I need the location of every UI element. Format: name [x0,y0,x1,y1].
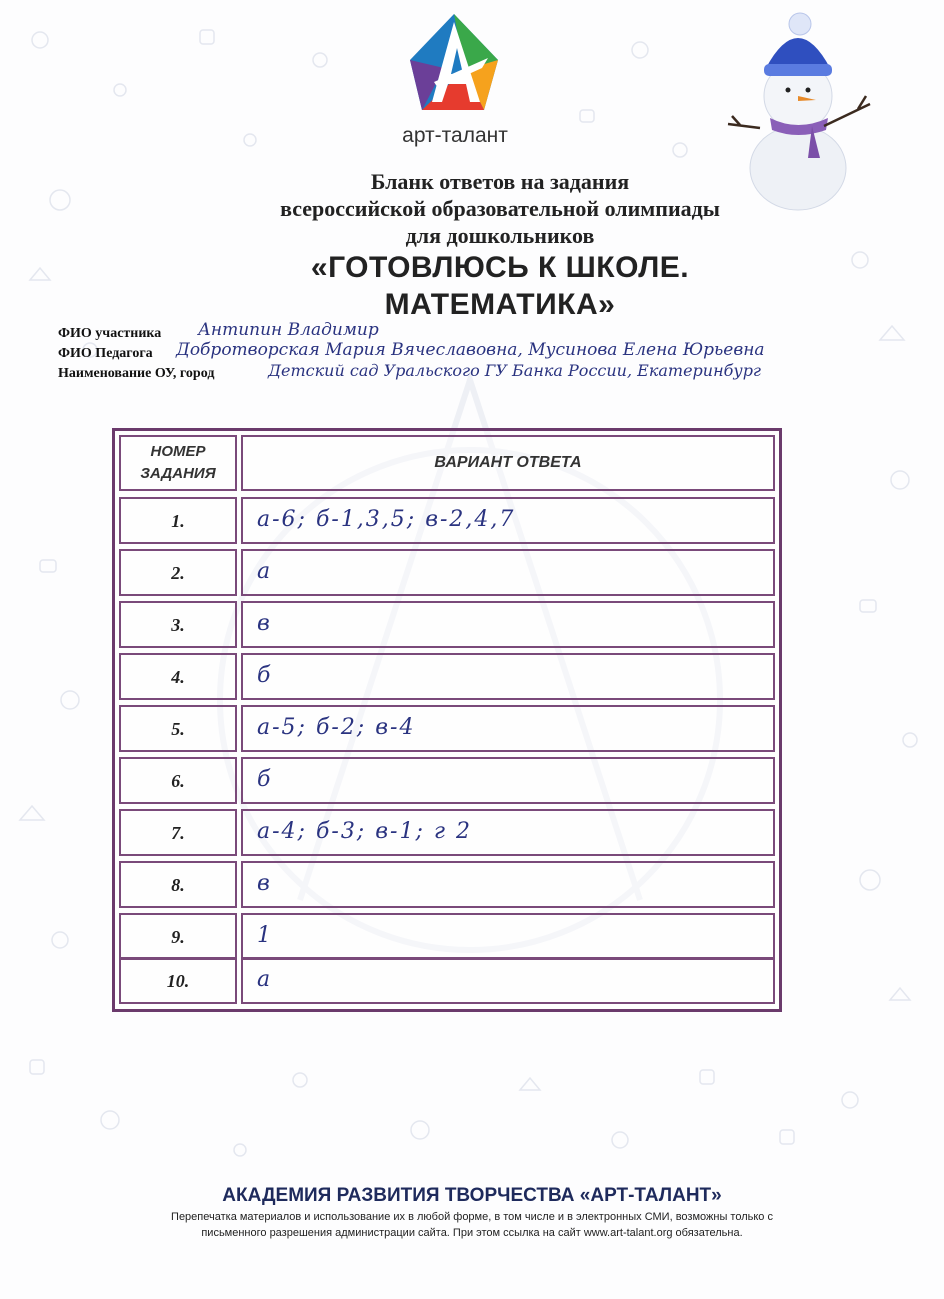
table-row [119,601,775,648]
sheet-footer [60,1184,884,1240]
table-row [119,705,775,752]
participant-value: Антипин Владимир [198,320,379,340]
table-row [119,957,775,1004]
task-answer: а [241,549,775,596]
table-row [119,653,775,700]
table-row [119,913,775,960]
table-row [119,757,775,804]
task-answer: а-6; б-1,3,5; в-2,4,7 [241,497,775,544]
teacher-label: ФИО Педагога [58,346,153,361]
task-answer: 1 [241,913,775,960]
task-answer: в [241,861,775,908]
table-row [119,809,775,856]
task-number: 4. [119,653,237,700]
task-answer: а-4; б-3; в-1; г 2 [241,809,775,856]
copyright-note-line-2: письменного разрешения администрации сайта. При этом ссылка на сайт www.art-talant.org обязательна. [201,1227,743,1239]
header-answer-variant: ВАРИАНТ ОТВЕТА [241,435,775,491]
table-row [119,549,775,596]
table-header [119,435,775,491]
task-number: 8. [119,861,237,908]
olympiad-title-line-2: МАТЕМАТИКА» [384,288,616,321]
task-answer: в [241,601,775,648]
sheet-header [100,168,900,323]
task-number: 1. [119,497,237,544]
header-line-1: Бланк ответов на задания [370,169,630,194]
task-number: 5. [119,705,237,752]
participant-fields [58,322,928,382]
answers-table [112,428,782,1012]
task-number: 6. [119,757,237,804]
header-task-number: НОМЕР ЗАДАНИЯ [119,435,237,491]
participant-label: ФИО участника [58,326,162,341]
task-number: 2. [119,549,237,596]
task-number: 7. [119,809,237,856]
logo-wordmark: арт-талант [402,124,508,147]
institution-field [58,362,928,382]
header-line-2: всероссийской образовательной олимпиады [280,196,720,221]
task-answer: а [241,957,775,1004]
task-number: 9. [119,913,237,960]
table-row [119,497,775,544]
copyright-note-line-1: Перепечатка материалов и использование их в любой форме, в том числе и в электронных СМИ, возможны только с [171,1211,773,1223]
institution-value: Детский сад Уральского ГУ Банка России, Екатеринбург [268,361,762,380]
task-answer: б [241,653,775,700]
art-talant-logo [404,10,504,122]
task-answer: а-5; б-2; в-4 [241,705,775,752]
table-row [119,861,775,908]
header-line-3: для дошкольников [405,223,595,248]
teacher-value: Добротворская Мария Вячеславовна, Мусинова Елена Юрьевна [176,340,765,360]
teacher-field [58,342,928,362]
institution-label: Наименование ОУ, город [58,366,215,381]
task-number: 3. [119,601,237,648]
olympiad-title-line-1: «ГОТОВЛЮСЬ К ШКОЛЕ. [310,251,690,284]
participant-field [58,322,928,342]
task-number: 10. [119,957,237,1004]
task-answer: б [241,757,775,804]
academy-title: АКАДЕМИЯ РАЗВИТИЯ ТВОРЧЕСТВА «АРТ-ТАЛАНТ» [222,1185,722,1206]
